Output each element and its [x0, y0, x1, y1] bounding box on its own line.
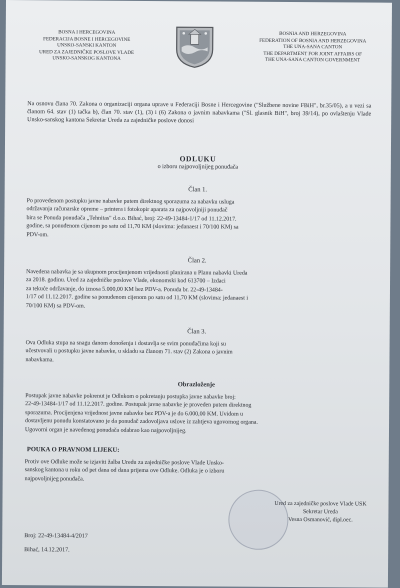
article-3-heading: Član 3.: [187, 328, 207, 336]
decision-title: ODLUKU: [179, 154, 217, 164]
article-2-heading: Član 2.: [187, 257, 207, 265]
article-3-body: [25, 339, 371, 367]
header-right-line: THE UNA-SANA CANTON: [283, 45, 343, 51]
article-1-line: godine, sa ponuđenom cijenom po satu od 11,70 KM (slovima: jedanaest i 70/100 KM) sa: [26, 223, 239, 231]
document-page: [2, 0, 392, 588]
header-right-line: THE DEPARTMENT FOR JOINT AFFAIRS OF: [263, 51, 362, 58]
article-2-line: 70/100 KM) sa PDV-om.: [25, 302, 86, 310]
article-1-line: Po provedenom postupku javne nabavke putem direktnog sporazuma za nabavku usluga: [26, 198, 235, 206]
place-date: Bihać, 14.12.2017.: [24, 547, 70, 554]
header-left-line: FEDERACIJA BOSNE I HERCEGOVINE: [43, 36, 131, 43]
reasoning-line: sporazuma. Procijenjena vrijednost javne nabavke bez PDV-a je do 6.000,00 KM. Uvidom u: [25, 409, 244, 418]
article-1-line: PDV-om.: [26, 231, 49, 238]
decision-subtitle: o izboru najpovoljnijeg ponuđača: [157, 164, 239, 171]
header-left: [12, 30, 162, 64]
reasoning-body: [25, 392, 371, 436]
header-left-line: UNSKO-SANSKOG KANTONA: [52, 56, 121, 63]
reasoning-line: dostavljenu ponudu konstatovano je da ponuđač zadovoljava uslove iz zahtjeva ugovornog organa.: [25, 418, 258, 426]
legal-remedy-line: najpovoljnijeg ponuđača.: [24, 475, 85, 483]
header-left-line: BOSNA I HERCEGOVINA: [58, 30, 116, 36]
reasoning-line: Ugovorni organ je navedenog ponuđača odabrao kao najpovoljnijeg.: [24, 426, 187, 434]
legal-remedy-line: sanskog kantona u roku od pet dana od dana prijema ove Odluke. Odluka je o izboru: [24, 467, 225, 475]
header-right-line: FEDERATION OF BOSNIA AND HERZEGOVINA: [259, 38, 367, 45]
article-2-line: Navedena nabavka je sa ukupnom procijenjenom vrijednosti planirana u Planu nabavki Ureda: [26, 269, 248, 277]
article-1-line: održavanja računarske opreme – printera i fotokopir aparata za najpovoljniji ponuđač: [26, 206, 228, 214]
signature-line: Ured za zajedničke poslove Vlade USK: [274, 500, 367, 508]
signature-line: Sekretar Ureda: [302, 509, 338, 516]
header-left-line: UNSKO-SANSKI KANTON: [57, 43, 117, 49]
article-3-line: nabavkama.: [25, 356, 54, 364]
header-right: [238, 32, 388, 66]
signature-line: Vesna Osmanović, dipl.oec.: [288, 517, 353, 524]
reasoning-line: 22-49-13484-1/17 od 11.12.2017. godine. Postupak javne nabavke je proveden putem direktnog: [25, 401, 252, 410]
document-number: Broj: 22-49-13484-4/2017: [24, 533, 88, 540]
header-left-line: URED ZA ZAJEDNIČKE POSLOVE VLADE: [39, 50, 135, 56]
article-3-line: učestvovali u postupku javne nabavke, u skladu sa članom 71. stav (2) Zakona o javnim: [25, 348, 233, 356]
legal-remedy-heading: POUKA O PRAVNOM LIJEKU:: [26, 446, 120, 454]
article-1-body: [26, 197, 372, 241]
coat-of-arms-icon: [172, 23, 218, 69]
article-1-line: bira se Ponuda ponuđača „Tehnitas" d.o.o. Bihać, broj: 22-49-13484-1/17 od 11.12.2017.: [26, 214, 237, 223]
legal-remedy-body: [25, 458, 371, 486]
article-2-line: 1/17 od 11.12.2017. godine sa ponuđenom cijenom po satu od 11,70 KM (slovima: jedanaest i: [25, 294, 249, 302]
article-3-line: Ova Odluka stupa na snagu danom donošenja i dostavlja se svim ponuđačima koji su: [25, 340, 227, 348]
article-1-heading: Član 1.: [188, 186, 208, 194]
article-2-line: za 2018. godinu. Ured za zajedničke poslove Vlade, ekonomski kod 613700 – Izdaci: [26, 277, 226, 285]
header-right-line: THE UNA-SANA CANTON GOVERNMENT: [265, 58, 361, 64]
legal-remedy-line: Protiv ove Odluke može se izjaviti žalba Uredu za zajedničke poslove Vlade Unsko-: [24, 459, 224, 467]
reasoning-heading: Obrazloženje: [177, 381, 215, 389]
reasoning-line: Postupak javne nabavke pokrenut je Odlukom o pokretanju postupka javne nabavke broj:: [25, 393, 236, 401]
signature-block: [270, 500, 370, 525]
preamble: Na osnovu člana 70. Zakona o organizaciji organa uprave u Federaciji Bosne i Hercegovine ("Službene novine FBiH", br.35/05), a u vezi sa članom 64. stav (1) tačka b), član 70. stav (1), (3) i (6) Zakona o javnim nabavkama ("Sl. glasnik BiH", broj 39/14), po ovlaštenju Vlade Unsko-sanskog kantona Sekretar Ureda za zajedničke poslove donosi: [27, 101, 372, 125]
article-2-line: za tekuće održavanje, do iznosa 5.000,00 KM bez PDV-a. Ponuda br. 22-49-13484-: [25, 285, 223, 294]
article-2-body: [26, 268, 372, 312]
header-right-line: BOSNIA AND HERZEGOVINA: [279, 31, 347, 38]
